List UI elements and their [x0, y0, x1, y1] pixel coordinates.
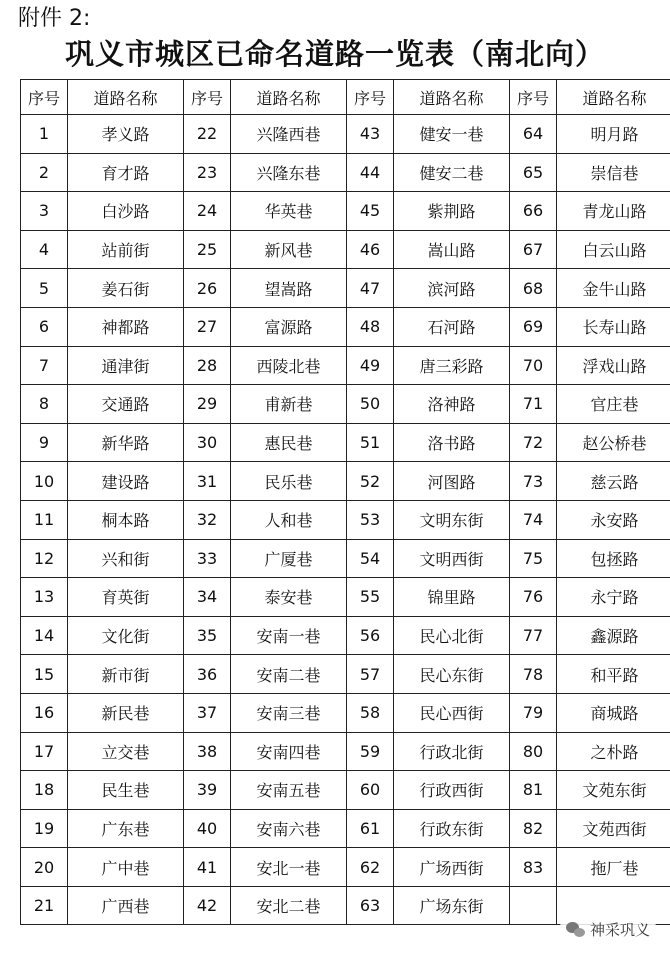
road-name-cell: 金牛山路	[557, 269, 670, 308]
row-number-cell: 62	[347, 848, 394, 887]
row-number-cell: 39	[184, 771, 231, 810]
road-name-cell: 安南二巷	[231, 655, 347, 694]
road-name-cell: 和平路	[557, 655, 670, 694]
road-name-cell: 健安二巷	[394, 153, 510, 192]
road-name-cell: 惠民巷	[231, 423, 347, 462]
row-number-cell: 34	[184, 578, 231, 617]
road-name-cell: 甫新巷	[231, 385, 347, 424]
road-name-cell: 浮戏山路	[557, 346, 670, 385]
table-header-row	[21, 80, 670, 115]
row-number-cell: 35	[184, 616, 231, 655]
road-name-cell: 河图路	[394, 462, 510, 501]
table-row	[21, 693, 670, 732]
row-number-cell: 56	[347, 616, 394, 655]
row-number-cell: 60	[347, 771, 394, 810]
header-name: 道路名称	[557, 80, 670, 115]
table-row	[21, 307, 670, 346]
row-number-cell: 45	[347, 192, 394, 231]
road-name-cell: 文明东街	[394, 500, 510, 539]
road-name-cell: 兴和街	[68, 539, 184, 578]
row-number-cell: 79	[510, 693, 557, 732]
road-name-cell: 永安路	[557, 500, 670, 539]
row-number-cell: 81	[510, 771, 557, 810]
table-row	[21, 809, 670, 848]
row-number-cell: 23	[184, 153, 231, 192]
row-number-cell: 49	[347, 346, 394, 385]
road-name-cell: 洛书路	[394, 423, 510, 462]
table-row	[21, 423, 670, 462]
road-name-cell: 育才路	[68, 153, 184, 192]
road-name-cell: 西陵北巷	[231, 346, 347, 385]
table-row	[21, 539, 670, 578]
table-row	[21, 346, 670, 385]
row-number-cell: 37	[184, 693, 231, 732]
row-number-cell: 2	[21, 153, 68, 192]
road-name-cell: 安南三巷	[231, 693, 347, 732]
row-number-cell: 19	[21, 809, 68, 848]
road-name-cell: 安北一巷	[231, 848, 347, 887]
road-name-cell: 新市街	[68, 655, 184, 694]
row-number-cell: 16	[21, 693, 68, 732]
road-name-cell: 慈云路	[557, 462, 670, 501]
table-row	[21, 578, 670, 617]
row-number-cell: 30	[184, 423, 231, 462]
row-number-cell: 80	[510, 732, 557, 771]
road-name-cell: 民生巷	[68, 771, 184, 810]
row-number-cell: 67	[510, 230, 557, 269]
road-name-cell: 唐三彩路	[394, 346, 510, 385]
row-number-cell: 9	[21, 423, 68, 462]
row-number-cell: 29	[184, 385, 231, 424]
table-row	[21, 269, 670, 308]
row-number-cell: 3	[21, 192, 68, 231]
road-name-cell: 新风巷	[231, 230, 347, 269]
road-name-cell: 建设路	[68, 462, 184, 501]
road-name-cell: 姜石街	[68, 269, 184, 308]
road-name-cell: 广中巷	[68, 848, 184, 887]
road-name-cell: 安南四巷	[231, 732, 347, 771]
road-name-cell: 民心北街	[394, 616, 510, 655]
table-row	[21, 771, 670, 810]
row-number-cell: 51	[347, 423, 394, 462]
road-name-cell: 文苑西街	[557, 809, 670, 848]
road-name-cell: 长寿山路	[557, 307, 670, 346]
row-number-cell: 63	[347, 886, 394, 925]
row-number-cell: 55	[347, 578, 394, 617]
watermark	[560, 917, 656, 942]
road-name-cell: 育英街	[68, 578, 184, 617]
row-number-cell: 65	[510, 153, 557, 192]
road-name-cell: 锦里路	[394, 578, 510, 617]
row-number-cell: 70	[510, 346, 557, 385]
row-number-cell: 6	[21, 307, 68, 346]
row-number-cell: 22	[184, 115, 231, 154]
road-name-cell: 行政东街	[394, 809, 510, 848]
row-number-cell: 24	[184, 192, 231, 231]
watermark-text: 神采巩义	[589, 921, 650, 939]
row-number-cell: 17	[21, 732, 68, 771]
row-number-cell: 27	[184, 307, 231, 346]
header-num: 序号	[510, 80, 557, 115]
row-number-cell: 66	[510, 192, 557, 231]
row-number-cell: 83	[510, 848, 557, 887]
road-name-cell: 安南五巷	[231, 771, 347, 810]
row-number-cell: 1	[21, 115, 68, 154]
road-name-cell: 立交巷	[68, 732, 184, 771]
road-name-cell: 石河路	[394, 307, 510, 346]
road-name-cell: 广场东街	[394, 886, 510, 925]
road-name-cell: 文明西街	[394, 539, 510, 578]
road-name-cell: 嵩山路	[394, 230, 510, 269]
row-number-cell: 58	[347, 693, 394, 732]
wechat-icon	[566, 922, 586, 938]
road-name-cell: 兴隆西巷	[231, 115, 347, 154]
table-row	[21, 848, 670, 887]
road-name-cell: 文苑东街	[557, 771, 670, 810]
row-number-cell: 26	[184, 269, 231, 308]
row-number-cell: 5	[21, 269, 68, 308]
row-number-cell: 46	[347, 230, 394, 269]
page-title: 巩义市城区已命名道路一览表（南北向）	[64, 37, 605, 71]
table-row	[21, 115, 670, 154]
row-number-cell: 82	[510, 809, 557, 848]
road-name-cell: 滨河路	[394, 269, 510, 308]
row-number-cell: 4	[21, 230, 68, 269]
row-number-cell: 75	[510, 539, 557, 578]
road-name-cell: 兴隆东巷	[231, 153, 347, 192]
road-name-cell: 赵公桥巷	[557, 423, 670, 462]
header-name: 道路名称	[394, 80, 510, 115]
table-row	[21, 655, 670, 694]
row-number-cell: 7	[21, 346, 68, 385]
road-name-cell: 永宁路	[557, 578, 670, 617]
header-num: 序号	[184, 80, 231, 115]
row-number-cell: 18	[21, 771, 68, 810]
table-body	[21, 115, 670, 925]
table-row	[21, 192, 670, 231]
road-name-cell: 行政西街	[394, 771, 510, 810]
road-name-cell: 健安一巷	[394, 115, 510, 154]
road-name-cell: 泰安巷	[231, 578, 347, 617]
row-number-cell: 57	[347, 655, 394, 694]
road-name-cell: 安南一巷	[231, 616, 347, 655]
header-num: 序号	[21, 80, 68, 115]
table-row	[21, 500, 670, 539]
road-name-cell: 之朴路	[557, 732, 670, 771]
row-number-cell: 76	[510, 578, 557, 617]
row-number-cell: 12	[21, 539, 68, 578]
header-name: 道路名称	[231, 80, 347, 115]
attachment-label: 附件 2:	[18, 6, 91, 31]
road-name-cell: 望嵩路	[231, 269, 347, 308]
road-name-cell: 安北二巷	[231, 886, 347, 925]
road-name-cell: 广西巷	[68, 886, 184, 925]
road-table	[20, 79, 670, 925]
row-number-cell: 32	[184, 500, 231, 539]
header-name: 道路名称	[68, 80, 184, 115]
road-name-cell: 人和巷	[231, 500, 347, 539]
table-row	[21, 616, 670, 655]
road-name-cell: 交通路	[68, 385, 184, 424]
road-name-cell: 官庄巷	[557, 385, 670, 424]
row-number-cell: 52	[347, 462, 394, 501]
table-row	[21, 230, 670, 269]
row-number-cell: 25	[184, 230, 231, 269]
table-row	[21, 153, 670, 192]
row-number-cell: 71	[510, 385, 557, 424]
road-name-cell: 紫荆路	[394, 192, 510, 231]
road-name-cell: 明月路	[557, 115, 670, 154]
header-num: 序号	[347, 80, 394, 115]
road-name-cell: 新民巷	[68, 693, 184, 732]
road-name-cell: 孝义路	[68, 115, 184, 154]
road-name-cell: 民心东街	[394, 655, 510, 694]
road-name-cell: 文化街	[68, 616, 184, 655]
row-number-cell: 74	[510, 500, 557, 539]
road-name-cell: 神都路	[68, 307, 184, 346]
row-number-cell: 21	[21, 886, 68, 925]
row-number-cell: 38	[184, 732, 231, 771]
row-number-cell	[510, 886, 557, 925]
row-number-cell: 73	[510, 462, 557, 501]
row-number-cell: 54	[347, 539, 394, 578]
road-name-cell: 洛神路	[394, 385, 510, 424]
road-name-cell: 白云山路	[557, 230, 670, 269]
row-number-cell: 40	[184, 809, 231, 848]
road-name-cell: 安南六巷	[231, 809, 347, 848]
row-number-cell: 28	[184, 346, 231, 385]
road-name-cell: 通津街	[68, 346, 184, 385]
road-name-cell: 广东巷	[68, 809, 184, 848]
row-number-cell: 41	[184, 848, 231, 887]
row-number-cell: 64	[510, 115, 557, 154]
road-name-cell: 白沙路	[68, 192, 184, 231]
road-name-cell: 青龙山路	[557, 192, 670, 231]
road-name-cell: 桐本路	[68, 500, 184, 539]
road-name-cell: 商城路	[557, 693, 670, 732]
row-number-cell: 61	[347, 809, 394, 848]
row-number-cell: 14	[21, 616, 68, 655]
row-number-cell: 43	[347, 115, 394, 154]
road-name-cell: 崇信巷	[557, 153, 670, 192]
road-name-cell: 新华路	[68, 423, 184, 462]
road-name-cell: 包拯路	[557, 539, 670, 578]
road-name-cell: 站前街	[68, 230, 184, 269]
road-name-cell: 民乐巷	[231, 462, 347, 501]
row-number-cell: 53	[347, 500, 394, 539]
row-number-cell: 59	[347, 732, 394, 771]
row-number-cell: 50	[347, 385, 394, 424]
road-name-cell: 拖厂巷	[557, 848, 670, 887]
row-number-cell: 15	[21, 655, 68, 694]
row-number-cell: 68	[510, 269, 557, 308]
row-number-cell: 20	[21, 848, 68, 887]
row-number-cell: 77	[510, 616, 557, 655]
table-row	[21, 385, 670, 424]
row-number-cell: 72	[510, 423, 557, 462]
row-number-cell: 13	[21, 578, 68, 617]
row-number-cell: 8	[21, 385, 68, 424]
row-number-cell: 31	[184, 462, 231, 501]
road-name-cell: 广厦巷	[231, 539, 347, 578]
road-name-cell: 广场西街	[394, 848, 510, 887]
row-number-cell: 69	[510, 307, 557, 346]
row-number-cell: 10	[21, 462, 68, 501]
row-number-cell: 44	[347, 153, 394, 192]
row-number-cell: 48	[347, 307, 394, 346]
row-number-cell: 11	[21, 500, 68, 539]
road-name-cell: 富源路	[231, 307, 347, 346]
road-name-cell: 行政北街	[394, 732, 510, 771]
row-number-cell: 36	[184, 655, 231, 694]
row-number-cell: 33	[184, 539, 231, 578]
row-number-cell: 47	[347, 269, 394, 308]
row-number-cell: 78	[510, 655, 557, 694]
table-row	[21, 462, 670, 501]
row-number-cell: 42	[184, 886, 231, 925]
road-name-cell: 华英巷	[231, 192, 347, 231]
road-name-cell: 民心西街	[394, 693, 510, 732]
table-row	[21, 732, 670, 771]
road-name-cell: 鑫源路	[557, 616, 670, 655]
